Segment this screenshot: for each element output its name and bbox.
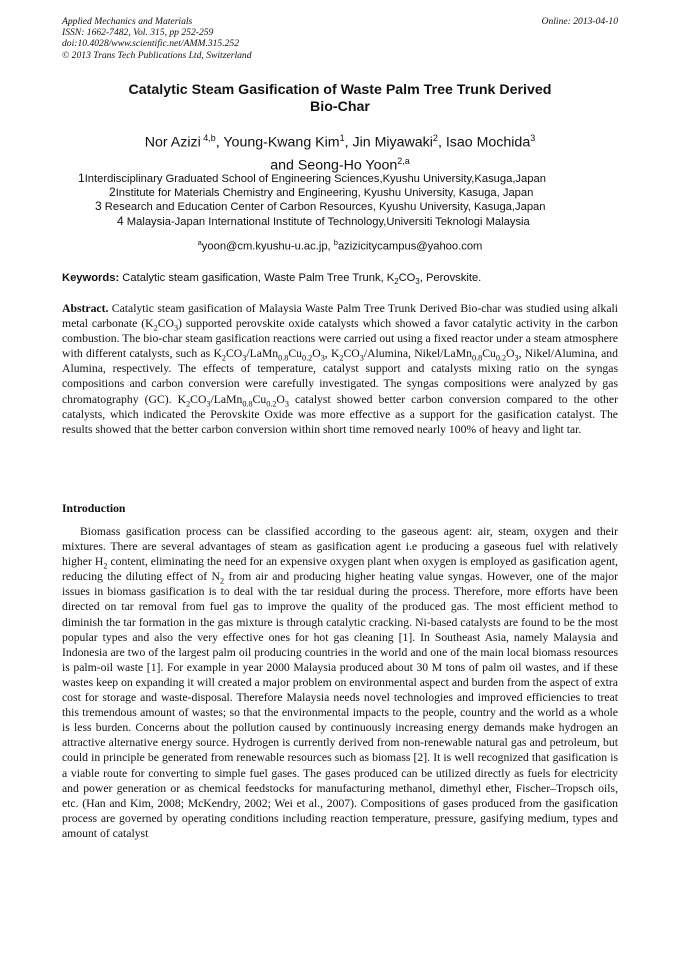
author-name: Isao Mochida: [445, 134, 531, 151]
abstract-text: O: [312, 347, 321, 361]
abstract-text: CO: [226, 347, 243, 361]
body-text: content, eliminating the need for an expensive oxygen plant when oxygen is employed as gasification agent, reducing the diluting effect of N: [62, 555, 618, 584]
abstract-text: CO: [343, 347, 360, 361]
email-b[interactable]: azizicitycampus@yahoo.com: [337, 240, 483, 253]
affiliation-3: [95, 199, 546, 214]
issn-line: ISSN: 1662-7482, Vol. 315, pp 252-259: [62, 27, 214, 39]
affiliation-2: [109, 185, 533, 200]
body-text: from air and producing higher heating value syngas. However, one of the major issues in biomass gasification is to deal with the tar residual during the process. Therefore, more efforts have been directed on tar removal from fuel gas to improve the quality of the produced gas. The most efficient method to diminish the tar formation in the gas mixture is through catalytic cracking. Ni-based catalysts are found to be the most popular types and also the very effective ones for hot gas cleaning [1]. In Southeast Asia, namely Malaysia and Indonesia are two of the largest palm oil producing countries in the world and one of the main local biomass resources is palm-oil waste [1]. For example in year 2000 Malaysia produced about 30 M tons of palm oil wastes, and if these wastes keep on expanding it will created a major problem on environmental aspect and burden from the aspect of extra cost for storage and waste-disposal. Therefore Malaysia needs novel technologies and improved efficiencies to treat this tremendous amount of wastes; so that the environmental impacts to the people, country and the world as a whole is less burden. Concerns about the pollution caused by continuously increasing energy demands make hydrogen an attractive alternative energy source. Hydrogen is currently derived from non-renewable natural gas and petroleum, but could in principle be generated from renewable resources such as biomass [2]. It is well recognized that gasification is a viable route for converting to simple fuel gases. The gases produced can be utilized directly as fuels for electricity and power generation or as chemical feedstocks for manufacturing methanol, dimethyl ether, Fischer–Tropsch oils, etc. (Han and Kim, 2008; McKendry, 2002; Wei et al., 2007). Compositions of gases produced from the gasification process are governed by operating conditions including reaction temperature, pressure, gasifying medium, types and amount of catalyst: [62, 570, 618, 840]
abstract-text: /LaMn: [210, 392, 243, 406]
email-a[interactable]: yoon@cm.kyushu-u.ac.jp,: [201, 240, 334, 253]
affiliation-text: Institute for Materials Chemistry and Engineering, Kyushu University, Kasuga, Japan: [115, 187, 534, 199]
abstract-label: Abstract.: [62, 302, 109, 315]
abstract-text: /Alumina, Nikel/LaMn: [363, 347, 472, 361]
copyright-line: © 2013 Trans Tech Publications Ltd, Switzerland: [62, 49, 252, 61]
author-list: [62, 129, 618, 174]
keywords-text: Catalytic steam gasification, Waste Palm Tree Trunk, K: [119, 272, 395, 284]
affiliation-4: [117, 214, 530, 229]
subscript: 0.8: [471, 353, 483, 363]
abstract-text: ) supported perovskite oxide catalysts which showed a favor catalytic activity in the carbon combustion. The bio-char steam gasification reactions were carried out using a fixed reactor under a steam atmosphere with different catalysts, such as K: [62, 317, 618, 361]
abstract-text: CO: [190, 392, 207, 406]
subscript: 2: [221, 353, 226, 363]
keywords-text: CO: [398, 272, 416, 284]
abstract-text: Cu: [482, 347, 496, 361]
doi-line: doi:10.4028/www.scientific.net/AMM.315.252: [62, 38, 240, 50]
author-sup: 1: [339, 133, 345, 143]
abstract-text: Catalytic steam gasification of Malaysia Waste Palm Tree Trunk Derived Bio-char was studied using alkali metal carbonate (K: [62, 302, 618, 331]
keywords-text: , Perovskite.: [419, 272, 482, 284]
online-date: Online: 2013-04-10: [541, 16, 618, 27]
subscript: 2: [219, 576, 225, 586]
author-name: Young-Kwang Kim: [223, 134, 340, 151]
title-line-2: Bio-Char: [310, 99, 370, 115]
abstract-text: , Nikel/Alumina, and Alumina, respectively. The effects of temperature, catalyst support and catalysts mixing ratio on the syngas compositions and carbon conversion were carefully investigated. The syngas compositions were analyzed by gas chromatography (GC). K: [62, 347, 618, 406]
journal-header: [62, 16, 618, 61]
keywords: [62, 271, 618, 285]
author-sep: ,: [437, 134, 446, 151]
subscript: 3: [206, 398, 211, 408]
subscript: 2: [339, 353, 344, 363]
subscript: 3: [320, 353, 325, 363]
journal-name: Applied Mechanics and Materials: [62, 16, 193, 27]
abstract-text: O: [506, 347, 515, 361]
paper-title: [62, 82, 618, 116]
affiliation-number: 4: [117, 214, 124, 228]
subscript: 2: [153, 323, 158, 333]
subscript: 0.8: [242, 398, 253, 408]
author-sep: ,: [215, 134, 224, 151]
affiliation-text: Research and Education Center of Carbon Resources, Kyushu University, Kasuga,Japan: [101, 201, 546, 213]
header-left: [62, 16, 618, 61]
affiliation-number: 3: [95, 199, 102, 213]
author-sep: ,: [344, 134, 353, 151]
introduction-body: [62, 524, 618, 841]
section-heading-introduction: Introduction: [62, 502, 126, 515]
abstract-text: CO: [157, 317, 174, 331]
abstract-text: catalyst showed better carbon conversion compared to the other catalysts, which indicated the Perovskite Oxide was more effective as a support for the gasification catalyst. The results showed that the better carbon conversion within short time removed nearly 100% of heavy and light tar.: [62, 392, 618, 436]
subscript: 0.2: [302, 353, 313, 363]
email-sup: b: [333, 238, 338, 247]
subscript: 0.8: [278, 353, 289, 363]
abstract-text: Cu: [288, 347, 303, 361]
author-sup: 2: [432, 133, 438, 143]
body-text: Biomass gasification process can be classified according to the gaseous agent: air, steam, oxygen and their mixtures. There are several advantages of steam as gasification agent i.e producing a gaseous fuel with relatively higher H: [62, 525, 618, 569]
subscript: 0.2: [266, 398, 277, 408]
subscript: 3: [514, 353, 519, 363]
affiliation-1: [78, 171, 546, 186]
author-sup: 4,b: [200, 133, 216, 143]
abstract: [62, 301, 618, 437]
introduction-paragraph: [62, 524, 618, 841]
subscript: 3: [173, 323, 179, 333]
subscript: 3: [284, 398, 289, 408]
author-sup: 2,a: [397, 155, 410, 166]
email-line: [62, 236, 618, 254]
affiliation-number: 2: [109, 185, 116, 199]
abstract-text: , K: [324, 347, 340, 361]
subscript: 3: [242, 353, 247, 363]
title-line-1: Catalytic Steam Gasification of Waste Palm Tree Trunk Derived: [128, 82, 552, 98]
subscript: 3: [415, 277, 420, 287]
abstract-text: O: [276, 392, 285, 406]
author-name: and Seong-Ho Yoon: [270, 157, 398, 174]
subscript: 2: [394, 277, 399, 287]
keywords-label: Keywords:: [62, 272, 120, 284]
abstract-text: /LaMn: [246, 347, 279, 361]
author-name: Jin Miyawaki: [352, 134, 433, 151]
affiliation-text: Malaysia-Japan International Institute of Technology,Universiti Teknologi Malaysia: [123, 216, 530, 228]
author-sup: 3: [530, 133, 536, 143]
subscript: 3: [359, 353, 364, 363]
subscript: 0.2: [495, 353, 507, 363]
author-line-1: [62, 129, 618, 152]
subscript: 2: [103, 561, 108, 571]
affiliation-number: 1: [78, 171, 85, 185]
abstract-text: Cu: [252, 392, 267, 406]
affiliation-text: Interdisciplinary Graduated School of Engineering Sciences,Kyushu University,Kasuga,Japan: [84, 173, 546, 185]
email-sup: a: [197, 238, 202, 247]
author-name: Nor Azizi: [144, 134, 201, 151]
subscript: 2: [186, 398, 191, 408]
